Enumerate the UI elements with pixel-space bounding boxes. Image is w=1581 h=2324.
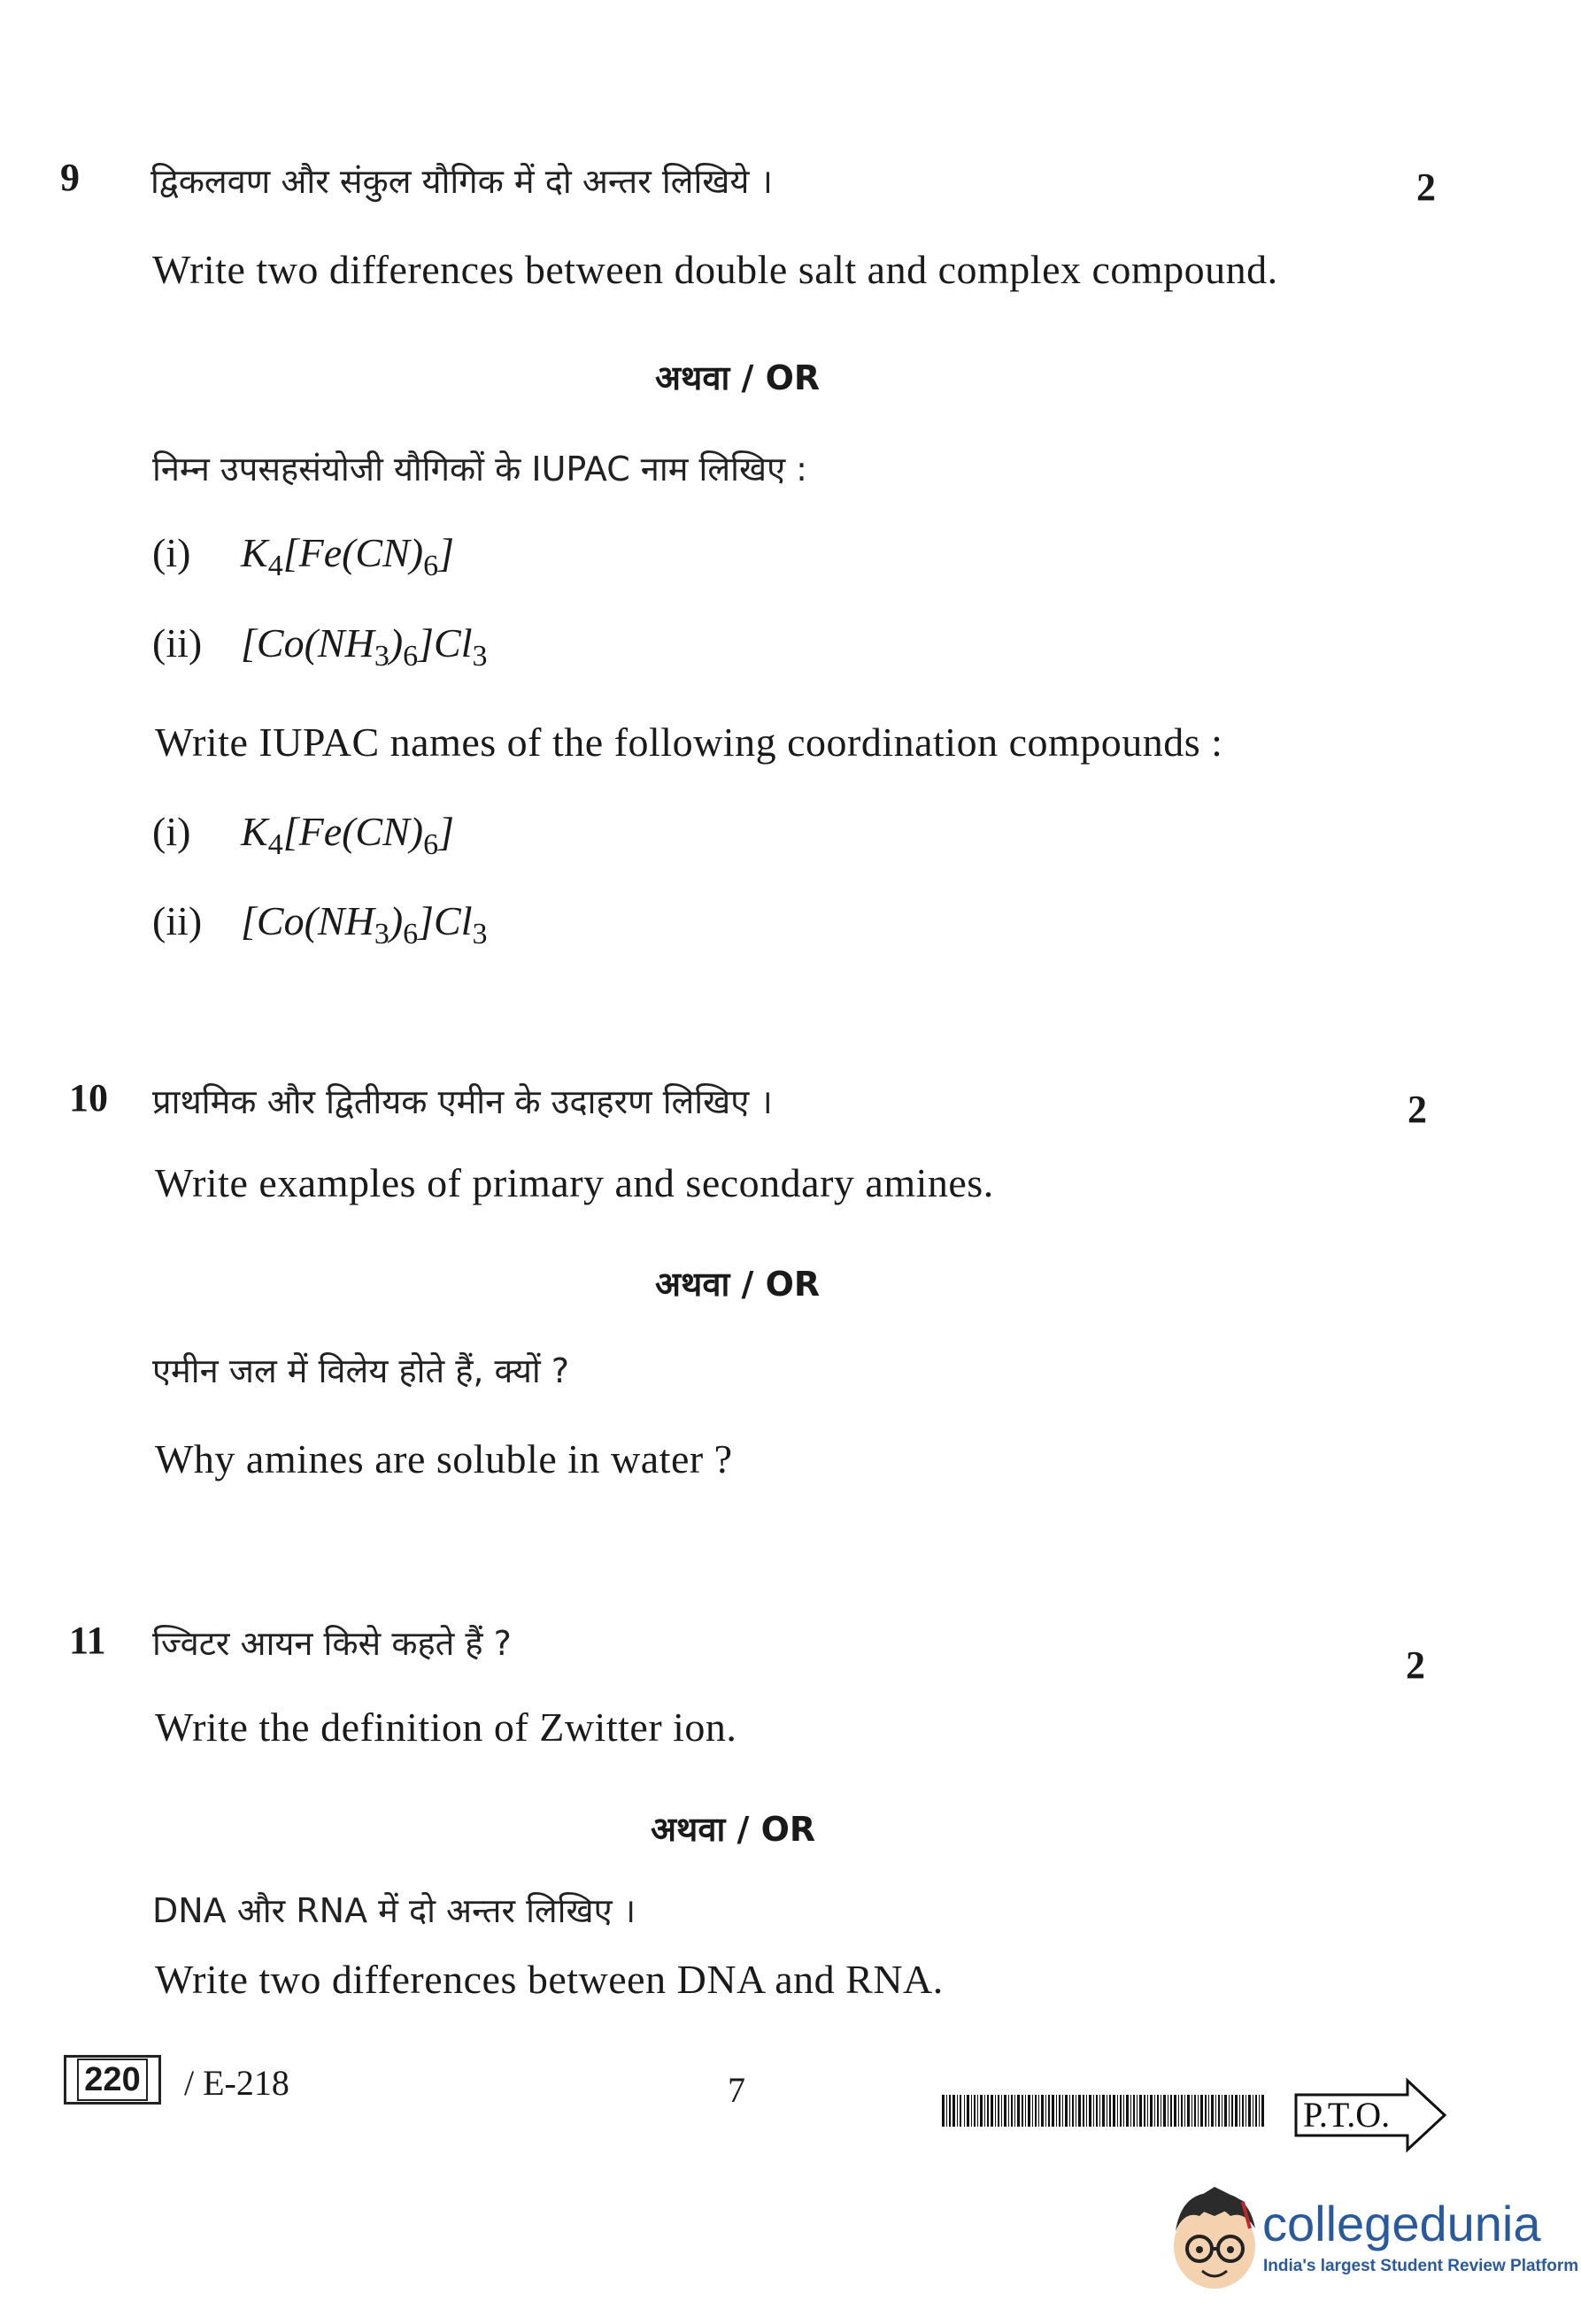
question-9-or: अथवा / OR: [655, 358, 821, 397]
pto-label: P.T.O.: [1303, 2095, 1391, 2135]
formula-k4fecn6: $K_4[Fe(CN)_6]$: [241, 530, 455, 582]
paper-code: / E-218: [184, 2063, 289, 2103]
question-9-alt-english: Write IUPAC names of the following coordination compounds :: [155, 720, 1223, 765]
question-10-number: 10: [69, 1076, 108, 1120]
page-number: 7: [728, 2070, 745, 2110]
question-11-marks: 2: [1406, 1643, 1425, 1687]
formula-k4fecn6: $K_4[Fe(CN)_6]$: [241, 809, 455, 861]
question-11-alt-hindi: DNA और RNA में दो अन्तर लिखिए ।: [152, 1891, 636, 1930]
question-10-english: Write examples of primary and secondary amines.: [155, 1160, 994, 1205]
formula-conh36cl3: $[Co(NH_3)_6]Cl_3$: [241, 898, 488, 950]
question-11-number: 11: [69, 1619, 106, 1662]
question-10-hindi: प्राथमिक और द्वितीयक एमीन के उदाहरण लिखिए ।: [152, 1082, 773, 1121]
barcode-icon: [942, 2095, 1264, 2127]
question-9-marks: 2: [1416, 165, 1436, 209]
question-9-item-1: [152, 529, 454, 583]
paper-code-number: 220: [77, 2059, 147, 2101]
question-9-english: Write two differences between double salt and complex compound.: [152, 247, 1278, 292]
question-9-item-3: [152, 808, 454, 862]
collegedunia-tagline: India's largest Student Review Platform: [1263, 2257, 1579, 2275]
question-9-item-4: [152, 897, 488, 951]
paper-code-box: [64, 2055, 161, 2105]
item-label: (i): [152, 809, 191, 854]
question-10-alt-english: Why amines are soluble in water ?: [155, 1436, 733, 1481]
question-9-hindi: द्विकलवण और संकुल यौगिक में दो अन्तर लिखिये ।: [150, 162, 773, 201]
collegedunia-brand: collegedunia: [1262, 2196, 1541, 2251]
question-10-alt-hindi: एमीन जल में विलेय होते हैं, क्यों ?: [152, 1351, 570, 1390]
question-11-alt-english: Write two differences between DNA and RNA.: [155, 1957, 944, 2002]
question-9-number: 9: [60, 156, 80, 199]
question-11-hindi: ज्विटर आयन किसे कहते हैं ?: [152, 1624, 512, 1663]
question-10-marks: 2: [1407, 1088, 1427, 1131]
question-11-or: अथवा / OR: [651, 1810, 816, 1849]
question-10-or: अथवा / OR: [655, 1265, 821, 1304]
pto-arrow: [1292, 2075, 1452, 2155]
question-11-english: Write the definition of Zwitter ion.: [155, 1705, 737, 1750]
question-9-alt-hindi: निम्न उपसहसंयोजी यौगिकों के IUPAC नाम लिखिए :: [152, 450, 807, 489]
formula-conh36cl3: $[Co(NH_3)_6]Cl_3$: [241, 620, 488, 673]
question-9-item-2: [152, 619, 488, 673]
item-label: (i): [152, 530, 191, 575]
item-label: (ii): [152, 620, 203, 666]
item-label: (ii): [152, 898, 203, 943]
